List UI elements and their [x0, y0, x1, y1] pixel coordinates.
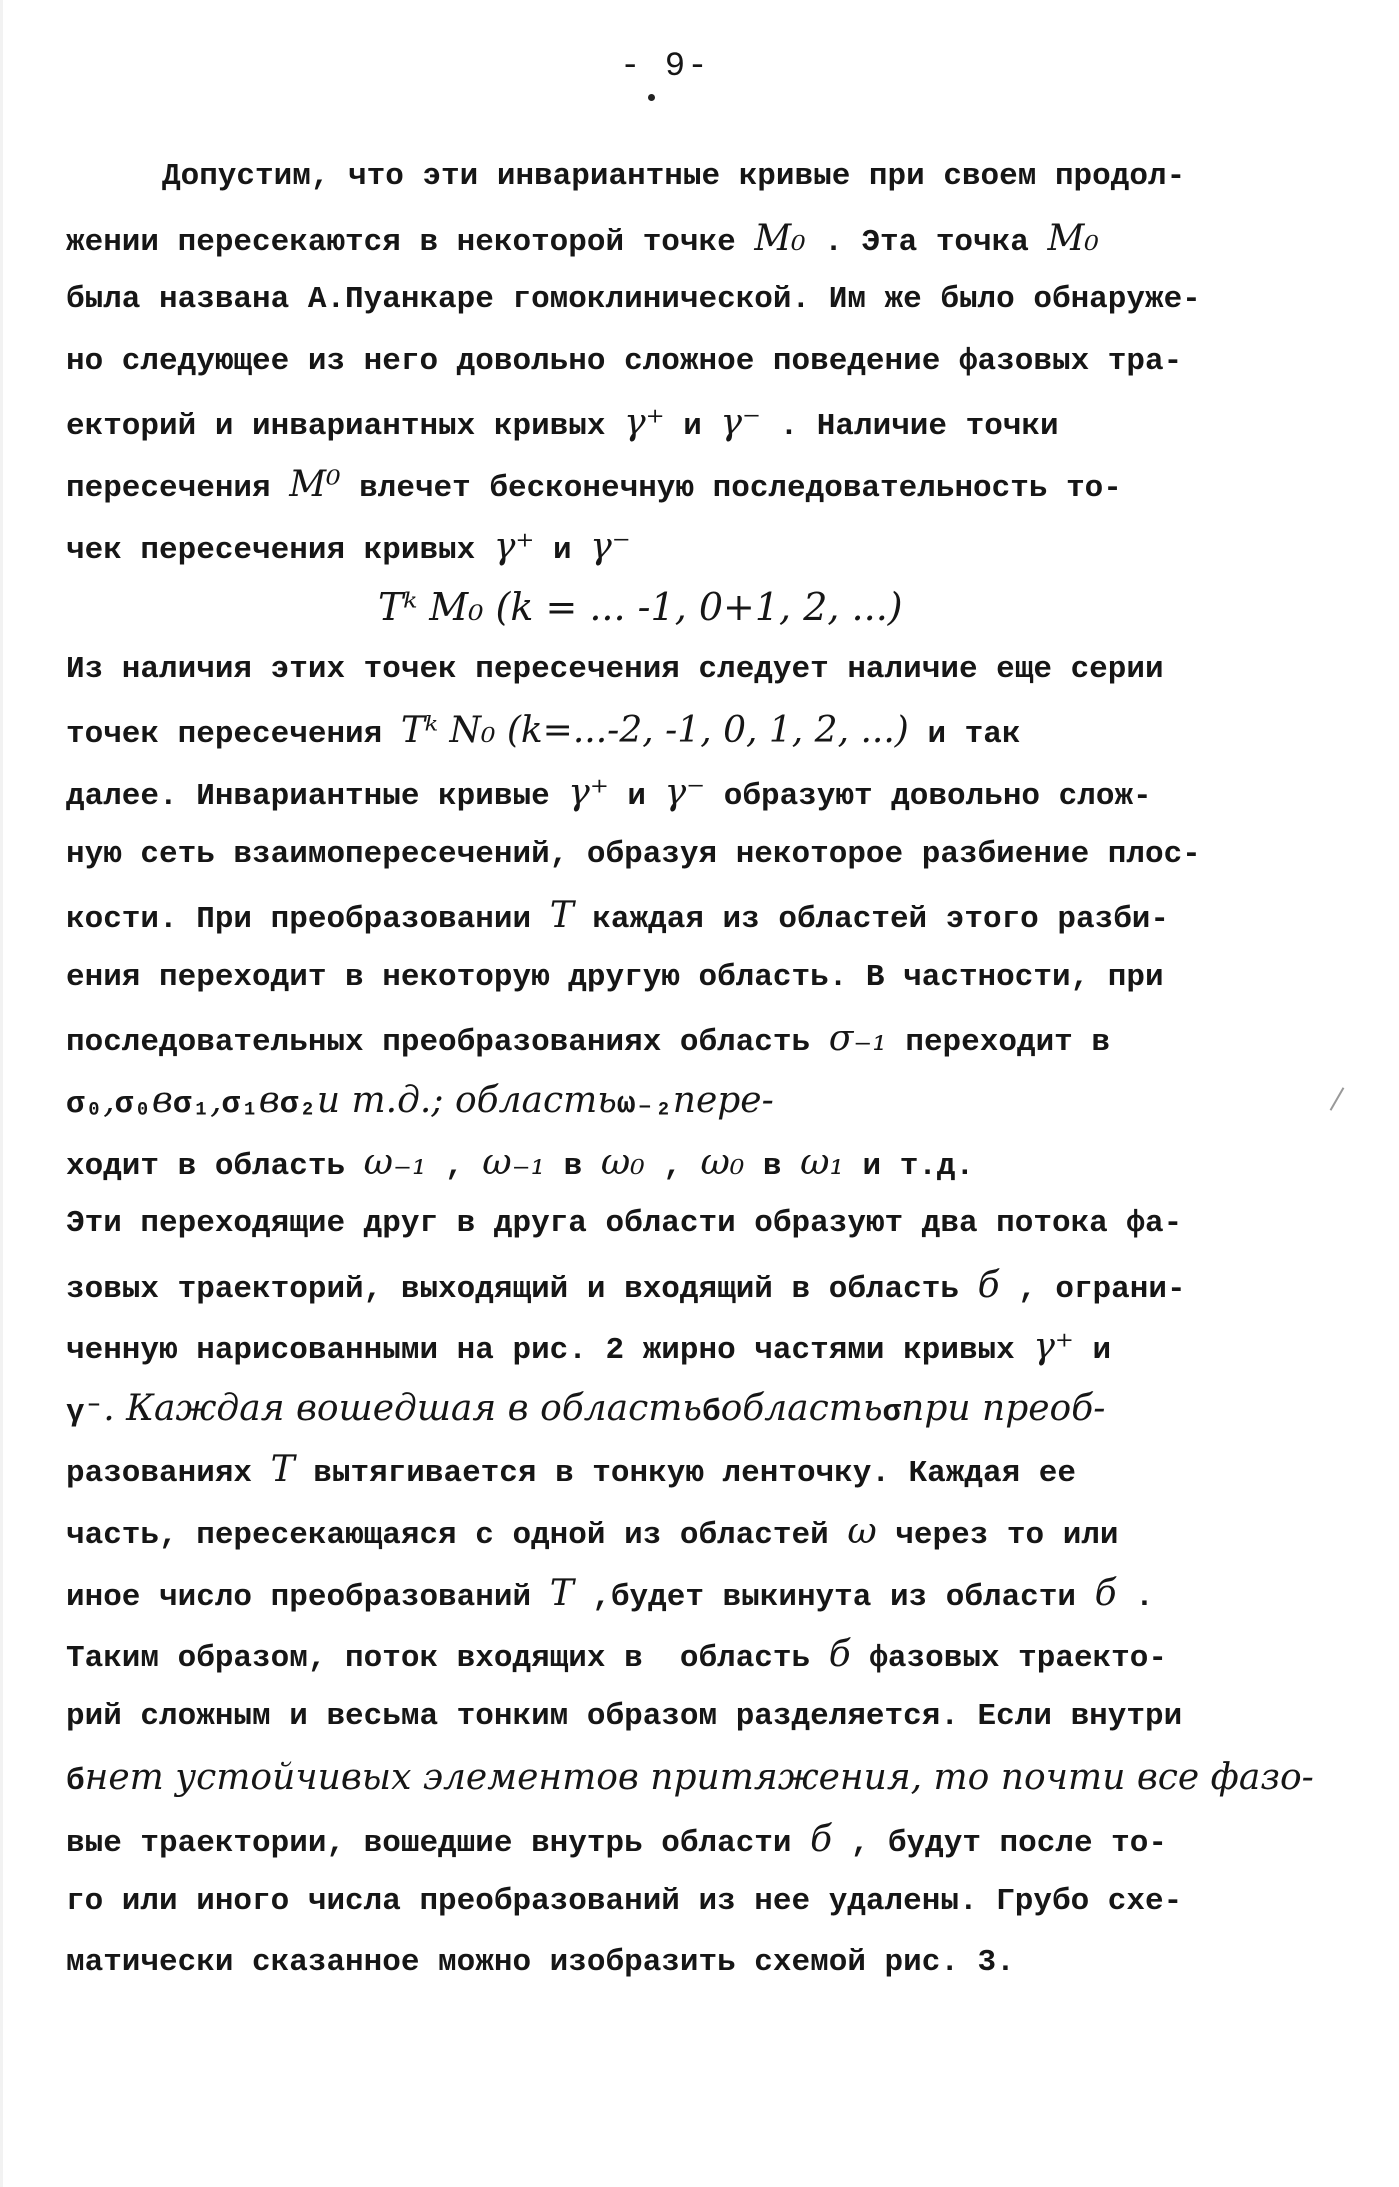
- margin-pencil-mark: [1330, 1087, 1345, 1111]
- typed-text: разованиях: [66, 1456, 271, 1492]
- handwritten-symbol: γ⁺: [1033, 1326, 1074, 1368]
- typed-text: влечет бесконечную последовательность то-: [340, 470, 1122, 506]
- text-line: [66, 1439, 1276, 1501]
- text-line: [66, 1501, 1276, 1563]
- text-line: [66, 1809, 1276, 1871]
- typed-text: σ₁: [221, 1086, 259, 1122]
- typed-text: и т.д.: [843, 1148, 975, 1184]
- typed-text: Из наличия этих точек пересечения следует наличие еще серии: [66, 651, 1164, 687]
- typed-text: и: [664, 409, 721, 445]
- handwritten-symbol: б: [828, 1634, 851, 1676]
- page-number-dot: [648, 94, 655, 101]
- handwritten-symbol: ω₋₁: [482, 1141, 546, 1183]
- text-line: [66, 1132, 1276, 1194]
- handwritten-symbol: б: [977, 1264, 1000, 1306]
- typed-text: σ₀: [114, 1086, 152, 1122]
- typed-text: точек пересечения: [66, 717, 401, 753]
- typed-text: вытягивается в тонкую ленточку. Каждая ее: [294, 1456, 1076, 1492]
- typed-text: ения переходит в некоторую другую область. В частности, при: [66, 959, 1164, 995]
- typed-text: зовых траекторий, выходящий и входящий в область: [66, 1271, 978, 1307]
- text-line: [66, 947, 1276, 1009]
- typed-text: ,: [644, 1148, 701, 1184]
- handwritten-symbol: нет устойчивых элементов притяжения, то почти все фазо-: [84, 1757, 1314, 1799]
- text-line: [66, 639, 1276, 701]
- typed-text: переходит в: [886, 1025, 1110, 1061]
- handwritten-symbol: ,: [210, 1079, 222, 1121]
- handwritten-symbol: γ⁺: [624, 402, 665, 444]
- typed-text: . Эта точка: [805, 224, 1048, 260]
- handwritten-symbol: пере-: [672, 1079, 774, 1121]
- handwritten-symbol: область: [720, 1387, 883, 1429]
- text-line: [66, 392, 1276, 454]
- page-number: - 9-: [620, 48, 710, 86]
- typed-text: .: [1116, 1579, 1154, 1615]
- handwritten-symbol: . Каждая вошедшая в область: [103, 1387, 702, 1429]
- typed-text: в: [744, 1148, 801, 1184]
- typed-text: каждая из областей этого разби-: [573, 902, 1169, 938]
- text-line: [66, 1686, 1276, 1748]
- handwritten-symbol: ω₀: [700, 1141, 745, 1183]
- text-line: [66, 1008, 1276, 1070]
- text-line: [66, 1193, 1276, 1255]
- handwritten-formula: Tᵏ M₀ (k = ... -1, 0+1, 2, ...): [378, 585, 903, 630]
- typed-text: σ₁: [172, 1086, 211, 1122]
- handwritten-symbol: и т.д.; область: [316, 1079, 617, 1121]
- handwritten-symbol: T: [270, 1449, 295, 1491]
- typed-text: го или иного числа преобразований из нее удалены. Грубо схе-: [66, 1883, 1183, 1919]
- handwritten-symbol: γ⁺: [493, 525, 535, 567]
- text-line: [66, 1070, 1276, 1132]
- handwritten-symbol: ω₁: [800, 1141, 844, 1183]
- text-line: [66, 1747, 1314, 1809]
- typed-text: матически сказанное можно изобразить схемой рис. 3.: [66, 1945, 1015, 1981]
- typed-text: ченную нарисованными на рис. 2 жирно частями кривых: [66, 1333, 1034, 1369]
- handwritten-symbol: б: [810, 1819, 833, 1861]
- handwritten-symbol: ,: [103, 1079, 115, 1121]
- typed-text: Допустим, что эти инвариантные кривые при своем продол-: [162, 159, 1186, 194]
- text-line: [66, 1378, 1276, 1440]
- typed-text: и так: [908, 717, 1021, 753]
- text-line: [66, 516, 1276, 578]
- typed-text: γ⁻: [66, 1394, 104, 1430]
- typed-text: , ограни-: [999, 1271, 1186, 1307]
- handwritten-symbol: γ⁻: [590, 525, 631, 567]
- typed-text: далее. Инвариантные кривые: [66, 778, 569, 814]
- typed-text: Таким образом, поток входящих в область: [66, 1641, 829, 1677]
- typed-text: б: [702, 1394, 721, 1430]
- typed-text: кости. При преобразовании: [66, 902, 550, 938]
- typed-text: , будут после то-: [832, 1826, 1167, 1862]
- typed-text: . Наличие точки: [760, 409, 1059, 445]
- typed-text: вые траектории, вошедшие внутрь области: [66, 1826, 811, 1862]
- typed-text: образуют довольно слож-: [705, 778, 1152, 814]
- handwritten-symbol: σ₋₁: [828, 1018, 887, 1060]
- typed-text: екторий и инвариантных кривых: [66, 409, 625, 445]
- handwritten-symbol: в: [151, 1079, 173, 1121]
- typed-text: но следующее из него довольно сложное поведение фазовых тра-: [66, 343, 1183, 379]
- text-line: [66, 1871, 1276, 1933]
- typed-text: фазовых траекто-: [850, 1641, 1167, 1677]
- typed-text: чек пересечения кривых: [66, 532, 494, 568]
- typed-text: ходит в область: [66, 1148, 364, 1184]
- typed-text: через то или: [876, 1518, 1119, 1554]
- text-line: [66, 1563, 1276, 1625]
- formula-line: [66, 577, 1276, 639]
- typed-text: σ₂: [279, 1086, 317, 1122]
- body-text: [66, 146, 1314, 1994]
- handwritten-symbol: γ⁺: [568, 771, 609, 813]
- typed-text: ную сеть взаимопересечений, образуя некоторое разбиение плос-: [66, 836, 1201, 872]
- typed-text: была названа А.Пуанкаре гомоклинической. Им же было обнаруже-: [66, 282, 1201, 318]
- text-line: [66, 146, 1276, 208]
- typed-text: жении пересекаются в некоторой точке: [66, 224, 755, 260]
- text-line: [66, 1624, 1276, 1686]
- text-line: [66, 1255, 1276, 1317]
- typed-text: часть, пересекающаяся с одной из областей: [66, 1518, 848, 1554]
- typed-text: в: [545, 1148, 601, 1184]
- typed-text: σ₀: [66, 1086, 104, 1122]
- handwritten-symbol: ω: [847, 1511, 877, 1553]
- text-line: [66, 1932, 1276, 1994]
- handwritten-symbol: T: [549, 895, 574, 937]
- typed-text: рий сложным и весьма тонким образом разделяется. Если внутри: [66, 1698, 1183, 1734]
- typed-text: σ: [882, 1394, 902, 1430]
- text-line: [66, 269, 1276, 331]
- typed-text: ,будет выкинута из области: [573, 1579, 1095, 1615]
- typed-text: ω₋₂: [616, 1086, 673, 1122]
- typed-text: и: [1073, 1333, 1112, 1369]
- handwritten-symbol: M₀: [754, 217, 806, 259]
- text-line: [66, 331, 1276, 393]
- typed-text: Эти переходящие друг в друга области образуют два потока фа-: [66, 1206, 1183, 1242]
- typed-text: ,: [426, 1148, 483, 1184]
- handwritten-symbol: ω₀: [600, 1141, 645, 1183]
- scan-edge: [0, 0, 3, 2187]
- handwritten-symbol: при преоб-: [901, 1387, 1106, 1429]
- handwritten-symbol: в: [258, 1079, 280, 1121]
- text-line: [66, 824, 1276, 886]
- text-line: [66, 700, 1276, 762]
- handwritten-symbol: Tᵏ N₀ (k=...-2, -1, 0, 1, 2, ...): [400, 710, 909, 752]
- typed-text: пересечения: [66, 470, 290, 506]
- handwritten-symbol: γ⁻: [664, 771, 706, 813]
- handwritten-symbol: M⁰: [289, 463, 341, 505]
- handwritten-symbol: M₀: [1047, 217, 1099, 259]
- typed-text: и: [608, 778, 665, 814]
- typed-text: иное число преобразований: [66, 1579, 550, 1615]
- typed-text: и: [534, 532, 591, 568]
- text-line: [66, 885, 1276, 947]
- text-line: [66, 762, 1276, 824]
- text-line: [66, 454, 1276, 516]
- handwritten-symbol: T: [549, 1572, 574, 1614]
- text-line: [66, 1316, 1276, 1378]
- handwritten-symbol: б: [1094, 1572, 1117, 1614]
- typed-text: последовательных преобразованиях область: [66, 1025, 829, 1061]
- typed-text: б: [66, 1764, 85, 1800]
- handwritten-symbol: ω₋₁: [363, 1141, 427, 1183]
- handwritten-symbol: γ⁻: [720, 402, 761, 444]
- text-line: [66, 208, 1276, 270]
